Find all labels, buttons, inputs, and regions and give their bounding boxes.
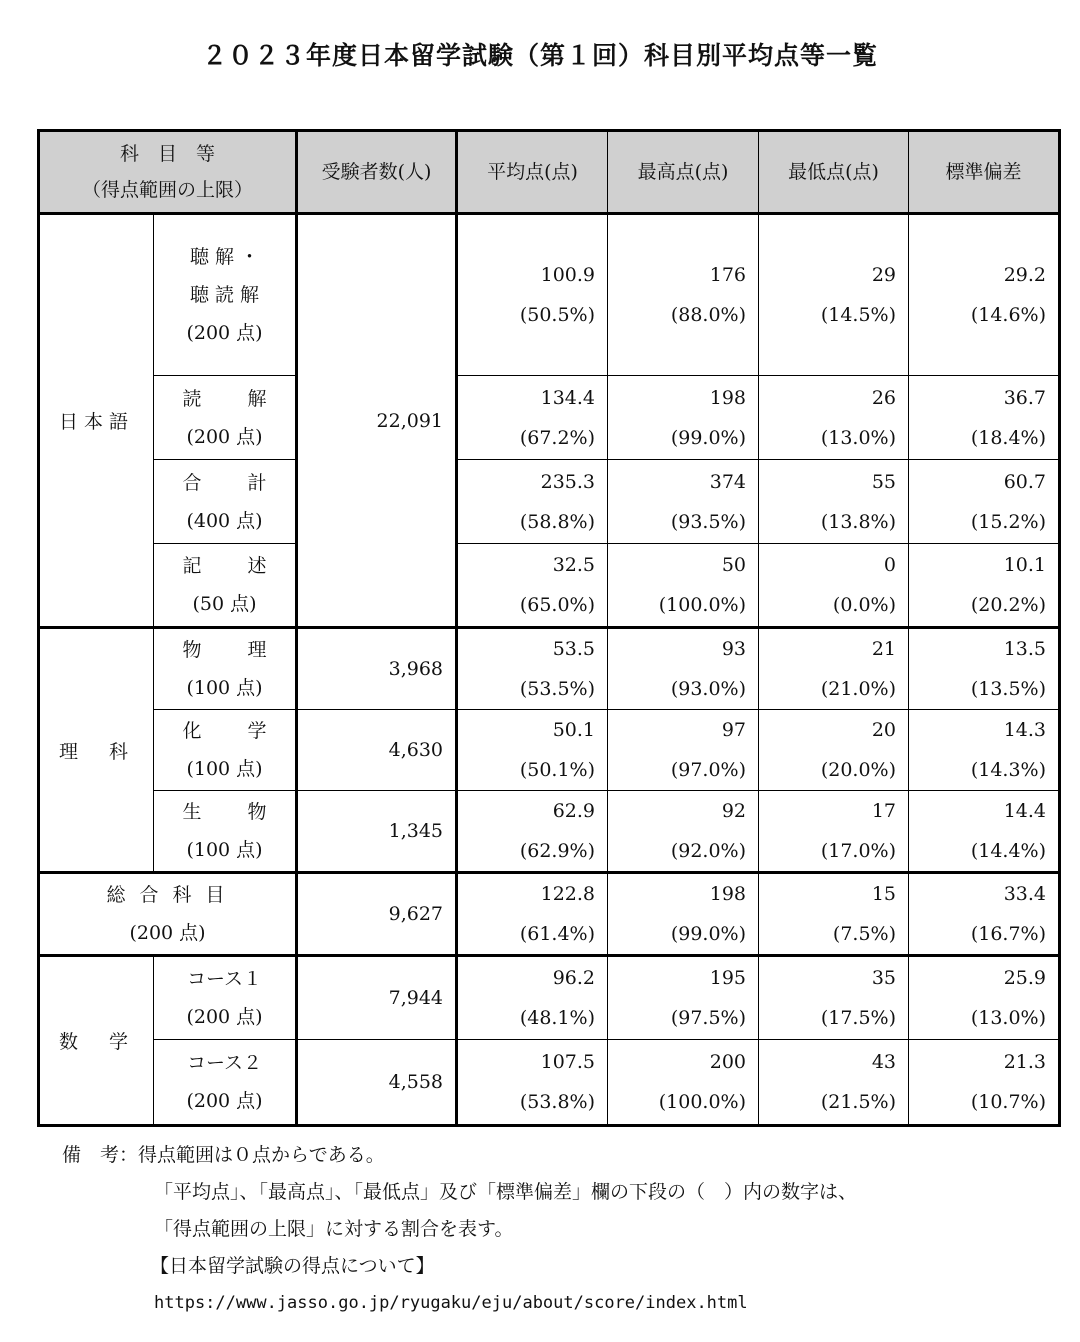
cell-average — [457, 873, 608, 956]
percent: (13.0%) — [970, 1007, 1047, 1029]
row-japanese-listening — [39, 214, 1060, 376]
percent: (100.0%) — [658, 594, 747, 616]
value: 21.3 — [1003, 1051, 1047, 1073]
value: 26 — [871, 386, 897, 409]
percent: (100.0%) — [658, 1091, 747, 1113]
category-japanese: 日本語 — [39, 214, 154, 628]
subject-char: 計 — [247, 471, 267, 494]
cell-average — [457, 460, 608, 544]
row-math-course2 — [39, 1040, 1060, 1126]
subject-char: 理 — [247, 639, 267, 661]
header-subject-label: 科 目 等 — [120, 143, 216, 165]
subject-name — [183, 793, 267, 831]
cell-average — [457, 376, 608, 460]
subject-name — [183, 547, 267, 585]
percent: (7.5%) — [832, 923, 897, 945]
value: 62.9 — [552, 800, 596, 822]
value: 14.4 — [1003, 800, 1047, 822]
percent: (14.5%) — [820, 304, 897, 326]
percent: (10.7%) — [970, 1091, 1047, 1113]
percent: (16.7%) — [970, 923, 1047, 945]
percent: (18.4%) — [970, 426, 1047, 449]
subject-reading — [154, 376, 297, 460]
cell-stdev — [909, 376, 1060, 460]
note-line: 「得点範囲の上限」に対する割合を表す。 — [154, 1218, 514, 1240]
value: 97 — [721, 719, 747, 741]
subject-char: 化 — [182, 720, 202, 742]
notes-section — [62, 1137, 1042, 1322]
percent: (13.0%) — [820, 426, 897, 449]
subject-writing — [154, 544, 297, 628]
cell-min — [759, 873, 909, 956]
cell-min — [759, 791, 909, 873]
subject-range: (100 点) — [186, 839, 263, 861]
subject-name — [183, 631, 267, 669]
percent: (20.0%) — [820, 759, 897, 781]
subject-physics — [154, 628, 297, 710]
percent: (14.3%) — [970, 759, 1047, 781]
cell-min — [759, 214, 909, 376]
cell-min — [759, 376, 909, 460]
subject-name: 聴 解 ・ — [189, 246, 260, 268]
subject-char: 述 — [247, 555, 267, 577]
subject-general — [39, 873, 297, 956]
subject-char: 生 — [182, 801, 202, 823]
percent: (99.0%) — [670, 923, 747, 945]
score-info-link[interactable]: https://www.jasso.go.jp/ryugaku/eju/about/score/index.html — [154, 1293, 748, 1313]
cell-stdev — [909, 1040, 1060, 1126]
value: 92 — [721, 800, 747, 822]
value: 93 — [721, 638, 747, 660]
percent: (14.6%) — [970, 304, 1047, 326]
cell-average — [457, 710, 608, 791]
cell-max — [608, 791, 759, 873]
cell-average — [457, 956, 608, 1040]
examinees-course2: 4,558 — [297, 1040, 457, 1126]
header-min: 最低点(点) — [759, 131, 909, 214]
cell-stdev — [909, 956, 1060, 1040]
value: 96.2 — [552, 967, 596, 989]
cell-stdev — [909, 460, 1060, 544]
cell-stdev — [909, 710, 1060, 791]
subject-range: (200 点) — [186, 1006, 263, 1028]
subject-name — [183, 464, 267, 502]
percent: (53.5%) — [519, 678, 596, 700]
cell-max — [608, 460, 759, 544]
subject-range: (200 点) — [186, 1090, 263, 1112]
value: 198 — [709, 883, 747, 905]
note-line: 備 考：得点範囲は０点からである。 — [62, 1144, 385, 1166]
value: 43 — [871, 1051, 897, 1073]
percent: (17.0%) — [820, 840, 897, 862]
subject-chemistry — [154, 710, 297, 791]
percent: (20.2%) — [970, 594, 1047, 616]
percent: (13.5%) — [970, 678, 1047, 700]
cell-average — [457, 628, 608, 710]
examinees-general: 9,627 — [297, 873, 457, 956]
subject-name: 聴 読 解 — [189, 284, 260, 306]
value: 10.1 — [1003, 554, 1047, 576]
cell-max — [608, 873, 759, 956]
value: 53.5 — [552, 638, 596, 660]
cell-average — [457, 791, 608, 873]
header-row — [39, 131, 1060, 214]
examinees-chemistry: 4,630 — [297, 710, 457, 791]
header-subject-range: （得点範囲の上限） — [82, 179, 254, 201]
row-general — [39, 873, 1060, 956]
cell-min — [759, 628, 909, 710]
percent: (61.4%) — [519, 923, 596, 945]
subject-range: (200 点) — [186, 322, 263, 344]
cell-average — [457, 1040, 608, 1126]
header-average: 平均点(点) — [457, 131, 608, 214]
row-science-physics — [39, 628, 1060, 710]
cell-min — [759, 460, 909, 544]
row-japanese-total — [39, 460, 1060, 544]
cell-max — [608, 544, 759, 628]
value: 13.5 — [1003, 638, 1047, 660]
value: 60.7 — [1003, 470, 1047, 493]
examinees-physics: 3,968 — [297, 628, 457, 710]
row-japanese-reading — [39, 376, 1060, 460]
percent: (14.4%) — [970, 840, 1047, 862]
percent: (21.5%) — [820, 1091, 897, 1113]
value: 20 — [871, 719, 897, 741]
cell-average — [457, 214, 608, 376]
percent: (93.5%) — [670, 510, 747, 533]
examinees-japanese: 22,091 — [297, 214, 457, 628]
value: 235.3 — [540, 470, 596, 493]
subject-char: 学 — [247, 720, 267, 742]
percent: (62.9%) — [519, 840, 596, 862]
cell-stdev — [909, 628, 1060, 710]
value: 32.5 — [552, 554, 596, 576]
percent: (13.8%) — [820, 510, 897, 533]
cell-max — [608, 214, 759, 376]
percent: (50.1%) — [519, 759, 596, 781]
percent: (97.5%) — [670, 1007, 747, 1029]
cell-max — [608, 628, 759, 710]
cell-stdev — [909, 873, 1060, 956]
header-stdev: 標準偏差 — [909, 131, 1060, 214]
percent: (67.2%) — [519, 426, 596, 449]
score-table — [37, 129, 1061, 1127]
value: 195 — [709, 967, 747, 989]
cell-min — [759, 1040, 909, 1126]
subject-char: 合 — [182, 471, 202, 494]
value: 29 — [871, 264, 897, 286]
row-science-chemistry — [39, 710, 1060, 791]
percent: (0.0%) — [832, 594, 897, 616]
subject-name: 総 合 科 目 — [106, 884, 229, 906]
cell-min — [759, 956, 909, 1040]
subject-char: 物 — [182, 639, 202, 661]
value: 198 — [709, 386, 747, 409]
value: 29.2 — [1003, 264, 1047, 286]
value: 200 — [709, 1051, 747, 1073]
subject-char: 読 — [182, 387, 202, 410]
cell-stdev — [909, 214, 1060, 376]
subject-name: コース１ — [186, 968, 263, 990]
subject-biology — [154, 791, 297, 873]
percent: (53.8%) — [519, 1091, 596, 1113]
header-subject — [39, 131, 297, 214]
cell-max — [608, 376, 759, 460]
value: 50.1 — [552, 719, 596, 741]
subject-listening — [154, 214, 297, 376]
subject-name: コース２ — [186, 1052, 263, 1074]
subject-range: (400 点) — [186, 509, 263, 532]
value: 14.3 — [1003, 719, 1047, 741]
row-science-biology — [39, 791, 1060, 873]
header-examinees: 受験者数(人) — [297, 131, 457, 214]
cell-max — [608, 710, 759, 791]
subject-char: 記 — [182, 555, 202, 577]
value: 176 — [709, 264, 747, 286]
cell-max — [608, 956, 759, 1040]
value: 21 — [871, 638, 897, 660]
cell-max — [608, 1040, 759, 1126]
cell-stdev — [909, 791, 1060, 873]
subject-total — [154, 460, 297, 544]
value: 50 — [721, 554, 747, 576]
subject-course2 — [154, 1040, 297, 1126]
subject-name — [183, 712, 267, 750]
subject-range: (50 点) — [192, 593, 257, 615]
value: 374 — [709, 470, 747, 493]
value: 100.9 — [540, 264, 596, 286]
note-heading: 【日本留学試験の得点について】 — [150, 1255, 435, 1277]
percent: (17.5%) — [820, 1007, 897, 1029]
subject-char: 物 — [247, 801, 267, 823]
value: 0 — [883, 554, 897, 576]
value: 35 — [871, 967, 897, 989]
value: 122.8 — [540, 883, 596, 905]
page-title: ２０２３年度日本留学試験（第１回）科目別平均点等一覧 — [201, 41, 878, 70]
examinees-course1: 7,944 — [297, 956, 457, 1040]
subject-range: (200 点) — [186, 425, 263, 448]
percent: (50.5%) — [519, 304, 596, 326]
value: 17 — [871, 800, 897, 822]
row-japanese-writing — [39, 544, 1060, 628]
value: 107.5 — [540, 1051, 596, 1073]
category-science: 理 科 — [39, 628, 154, 873]
value: 15 — [871, 883, 897, 905]
cell-average — [457, 544, 608, 628]
examinees-biology: 1,345 — [297, 791, 457, 873]
percent: (88.0%) — [670, 304, 747, 326]
value: 134.4 — [540, 386, 596, 409]
percent: (92.0%) — [670, 840, 747, 862]
percent: (15.2%) — [970, 510, 1047, 533]
category-math: 数 学 — [39, 956, 154, 1126]
value: 36.7 — [1003, 386, 1047, 409]
percent: (65.0%) — [519, 594, 596, 616]
cell-min — [759, 710, 909, 791]
percent: (48.1%) — [519, 1007, 596, 1029]
row-math-course1 — [39, 956, 1060, 1040]
value: 55 — [871, 470, 897, 493]
percent: (21.0%) — [820, 678, 897, 700]
note-line: 「平均点」、「最高点」、「最低点」及び「標準偏差」欄の下段の（ ）内の数字は、 — [154, 1181, 858, 1203]
subject-range: (200 点) — [129, 922, 206, 944]
percent: (93.0%) — [670, 678, 747, 700]
value: 25.9 — [1003, 967, 1047, 989]
subject-char: 解 — [247, 387, 267, 410]
subject-name — [183, 380, 267, 418]
header-max: 最高点(点) — [608, 131, 759, 214]
percent: (99.0%) — [670, 426, 747, 449]
subject-range: (100 点) — [186, 758, 263, 780]
value: 33.4 — [1003, 883, 1047, 905]
cell-min — [759, 544, 909, 628]
cell-stdev — [909, 544, 1060, 628]
percent: (97.0%) — [670, 759, 747, 781]
subject-range: (100 点) — [186, 677, 263, 699]
subject-course1 — [154, 956, 297, 1040]
percent: (58.8%) — [519, 510, 596, 533]
